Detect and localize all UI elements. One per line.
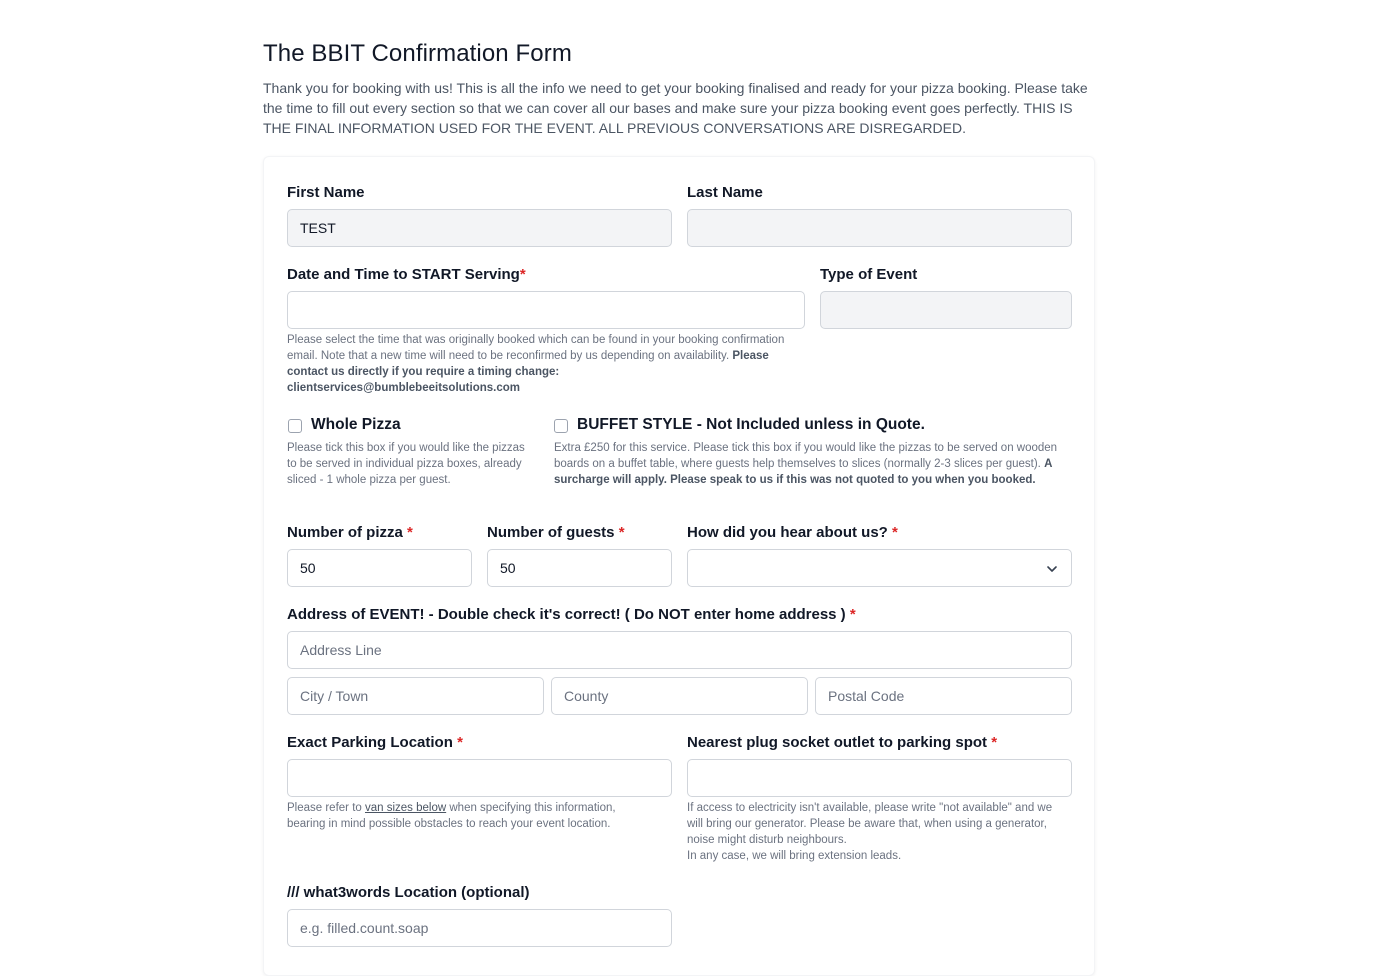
city-input[interactable]: City / Town bbox=[287, 677, 544, 715]
hear-about-label bbox=[687, 523, 898, 543]
address-line-input[interactable]: Address Line bbox=[287, 631, 1072, 669]
w3w-label: /// what3words Location (optional) bbox=[287, 884, 530, 901]
plug-help-2: In any case, we will bring extension leads. bbox=[687, 850, 902, 862]
num-pizza-label bbox=[287, 523, 413, 543]
parking-field[interactable] bbox=[287, 759, 672, 797]
start-serving-label bbox=[287, 265, 526, 285]
chevron-down-icon bbox=[1045, 562, 1059, 576]
whole-pizza-label[interactable]: Whole Pizza bbox=[311, 416, 401, 433]
required-marker: * bbox=[849, 606, 856, 623]
buffet-help-bold: A surcharge will apply. Please speak to us if this was not quoted to you when you booked. bbox=[554, 458, 1052, 486]
start-serving-label-text: Date and Time to START Serving bbox=[287, 266, 520, 283]
address-label bbox=[287, 605, 856, 625]
w3w-input[interactable]: e.g. filled.count.soap bbox=[287, 909, 672, 947]
last-name-field[interactable] bbox=[687, 209, 1072, 247]
event-type-field[interactable] bbox=[820, 291, 1072, 329]
county-input[interactable]: County bbox=[551, 677, 808, 715]
required-marker: * bbox=[407, 524, 413, 541]
buffet-checkbox[interactable] bbox=[554, 419, 568, 433]
parking-label-text: Exact Parking Location bbox=[287, 734, 453, 751]
plug-help bbox=[687, 800, 1067, 864]
parking-help-post: when specifying this information, bearing in mind possible obstacles to reach your event location. bbox=[287, 802, 616, 830]
start-serving-field[interactable] bbox=[287, 291, 805, 329]
num-pizza-label-text: Number of pizza bbox=[287, 524, 403, 541]
buffet-help-text: Extra £250 for this service. Please tick this box if you would like the pizzas to be served on wooden boards on a buffet table, where guests help themselves to slices (normally 2-3 slices per guest). bbox=[554, 442, 1058, 470]
last-name-label: Last Name bbox=[687, 184, 763, 201]
required-marker: * bbox=[618, 524, 625, 541]
page bbox=[263, 38, 1095, 936]
intro-text: Thank you for booking with us! This is all the info we need to get your booking finalised and ready for your pizza booking. Please take the time to fill out every section so that we can cover all our bases and make sure your pizza booking event goes perfectly. THIS IS THE FINAL INFORMATION USED FOR THE EVENT. ALL PREVIOUS CONVERSATIONS ARE DISREGARDED. bbox=[263, 80, 1088, 136]
plug-field[interactable] bbox=[687, 759, 1072, 797]
required-marker: * bbox=[991, 734, 998, 751]
page-title: The BBIT Confirmation Form bbox=[263, 40, 572, 67]
required-marker: * bbox=[892, 524, 898, 541]
start-serving-help-text: Please select the time that was originally booked which can be found in your booking confirmation email. Note that a new time will need to be reconfirmed by us depending on availability. bbox=[287, 334, 785, 362]
required-marker: * bbox=[519, 266, 526, 283]
event-type-label: Type of Event bbox=[820, 266, 918, 283]
parking-help bbox=[287, 800, 657, 832]
num-guests-label-text: Number of guests bbox=[487, 524, 615, 541]
form-card bbox=[263, 156, 1095, 976]
van-sizes-link[interactable]: van sizes below bbox=[364, 802, 447, 814]
whole-pizza-help: Please tick this box if you would like the pizzas to be served in individual pizza boxes, already sliced - 1 whole pizza per guest. bbox=[287, 442, 525, 486]
start-serving-help-bold: Please contact us directly if you require a timing change: clientservices@bumblebeeitsolutions.com bbox=[287, 350, 769, 394]
plug-label bbox=[687, 733, 997, 753]
postal-code-input[interactable]: Postal Code bbox=[815, 677, 1072, 715]
parking-help-pre: Please refer to bbox=[287, 802, 365, 814]
plug-label-text: Nearest plug socket outlet to parking spot bbox=[687, 734, 988, 751]
start-serving-help bbox=[287, 332, 787, 396]
parking-label bbox=[287, 733, 463, 753]
first-name-label: First Name bbox=[287, 184, 365, 201]
first-name-field[interactable]: TEST bbox=[287, 209, 672, 247]
plug-help-1: If access to electricity isn't available, please write "not available" and we will bring our generator. Please be aware that, when using a generator, noise might disturb neighbours. bbox=[687, 802, 1053, 846]
num-guests-label bbox=[487, 523, 625, 543]
whole-pizza-checkbox[interactable] bbox=[288, 419, 302, 433]
num-guests-field[interactable]: 50 bbox=[487, 549, 672, 587]
address-label-text: Address of EVENT! - Double check it's correct! ( Do NOT enter home address ) bbox=[287, 606, 846, 623]
buffet-help bbox=[554, 440, 1074, 488]
required-marker: * bbox=[457, 734, 463, 751]
buffet-label[interactable]: BUFFET STYLE - Not Included unless in Quote. bbox=[577, 416, 925, 433]
hear-about-select[interactable] bbox=[687, 549, 1072, 587]
hear-about-label-text: How did you hear about us? bbox=[687, 524, 888, 541]
num-pizza-field[interactable]: 50 bbox=[287, 549, 472, 587]
